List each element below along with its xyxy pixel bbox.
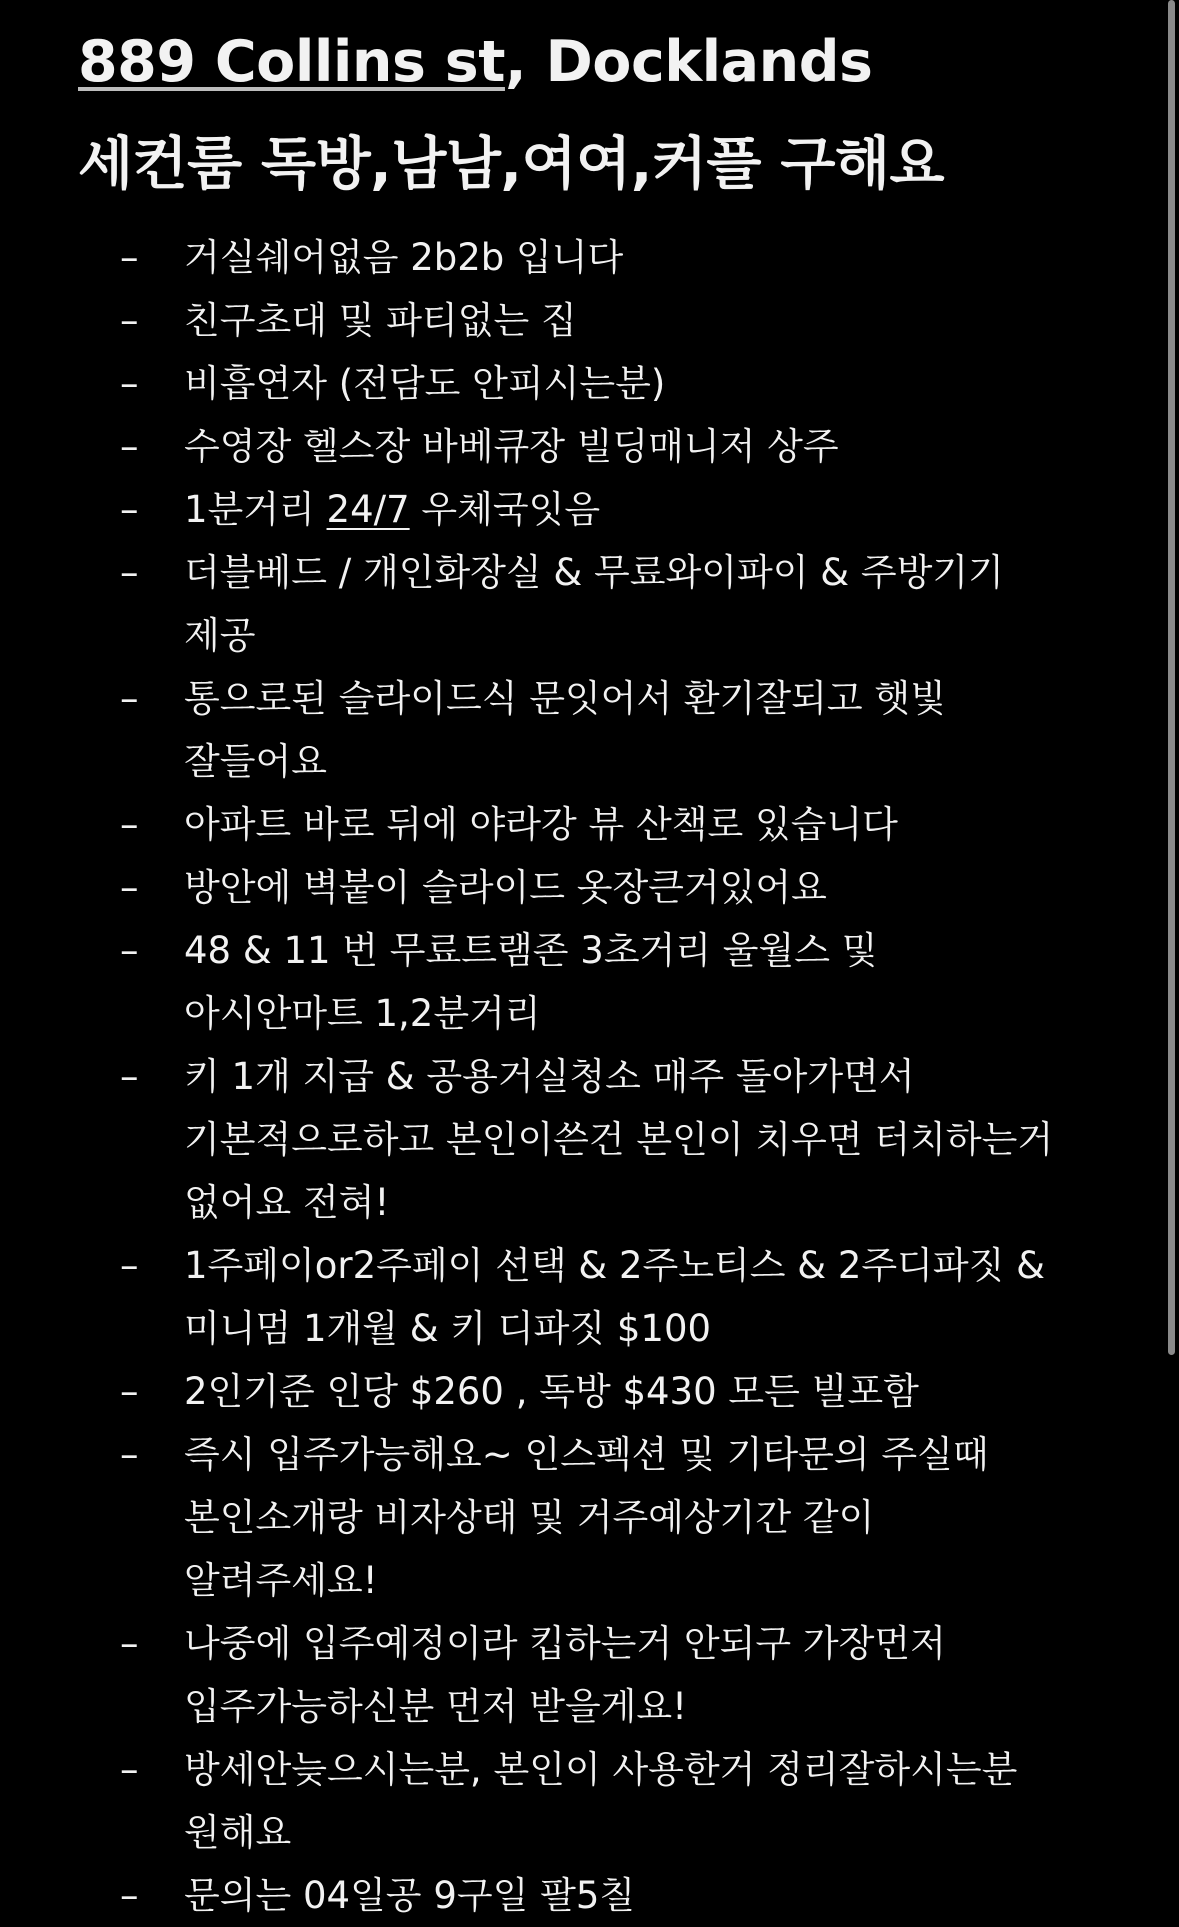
bullet-dash: – (120, 1748, 139, 1791)
bullet-dash: – (120, 1874, 139, 1917)
bullet-dash: – (120, 362, 139, 405)
bullet-dash: – (120, 1244, 139, 1287)
bullet-dash: – (120, 236, 139, 279)
item-text: 즉시 입주가능해요~ 인스펙션 및 기타문의 주실때 본인소개랑 비자상태 및 거주예상기간 같이 알려주세요! (184, 1433, 989, 1602)
list-item (78, 352, 1064, 415)
item-text: 통으로된 슬라이드식 문잇어서 환기잘되고 햇빛 잘들어요 (184, 677, 946, 783)
item-text: 친구초대 및 파티없는 집 (184, 299, 577, 342)
item-text: 나중에 입주예정이라 킵하는거 안되구 가장먼저 입주가능하신분 먼저 받을게요! (184, 1622, 946, 1728)
item-text: 아파트 바로 뒤에 야라강 뷰 산책로 있습니다 (184, 803, 898, 846)
page-title (78, 18, 1098, 208)
list-item (78, 1360, 1064, 1423)
item-text: 더블베드 / 개인화장실 & 무료와이파이 & 주방기기 제공 (184, 551, 1004, 657)
list-item (78, 1612, 1064, 1738)
list-item (78, 415, 1064, 478)
listing-details-list (78, 226, 1098, 1927)
bullet-dash: – (120, 929, 139, 972)
item-text: 거실쉐어없음 2b2b 입니다 (184, 236, 624, 279)
item-text: 48 & 11 번 무료트램존 3초거리 울월스 및 아시안마트 1,2분거리 (184, 929, 878, 1035)
list-item (78, 1234, 1064, 1360)
bullet-dash: – (120, 299, 139, 342)
item-text: 문의는 04일공 9구일 팔5칠 (184, 1874, 636, 1917)
list-item (78, 667, 1064, 793)
list-item (78, 478, 1064, 541)
list-item (78, 289, 1064, 352)
item-text-after: 우체국잇음 (409, 488, 601, 531)
list-item (78, 919, 1064, 1045)
item-text: 방안에 벽붙이 슬라이드 옷장큰거있어요 (184, 866, 827, 909)
list-item (78, 1045, 1064, 1234)
list-item (78, 856, 1064, 919)
bullet-dash: – (120, 551, 139, 594)
list-item (78, 1423, 1064, 1612)
bullet-dash: – (120, 677, 139, 720)
list-item (78, 541, 1064, 667)
bullet-dash: – (120, 488, 139, 531)
hours-link[interactable]: 24/7 (326, 488, 410, 531)
item-text: 1주페이or2주페이 선택 & 2주노티스 & 2주디파짓 & 미니멈 1개월 & 키 디파짓 $100 (184, 1244, 1046, 1350)
bullet-dash: – (120, 866, 139, 909)
list-item (78, 1864, 1064, 1927)
vertical-scrollbar[interactable] (1168, 0, 1175, 1355)
title-suburb: , Docklands (504, 29, 873, 95)
title-subtitle: 세컨룸 독방,남남,여여,커플 구해요 (78, 131, 945, 197)
bullet-dash: – (120, 1433, 139, 1476)
list-item (78, 793, 1064, 856)
bullet-dash: – (120, 1055, 139, 1098)
item-text-before: 1분거리 (184, 488, 327, 531)
item-text: 키 1개 지급 & 공용거실청소 매주 돌아가면서 기본적으로하고 본인이쓴건 본인이 치우면 터치하는거 없어요 전혀! (184, 1055, 1054, 1224)
bullet-dash: – (120, 803, 139, 846)
bullet-dash: – (120, 1370, 139, 1413)
item-text: 2인기준 인당 $260 , 독방 $430 모든 빌포함 (184, 1370, 919, 1413)
address-link[interactable]: 889 Collins st (78, 29, 505, 95)
item-text: 방세안늦으시는분, 본인이 사용한거 정리잘하시는분 원해요 (184, 1748, 1018, 1854)
bullet-dash: – (120, 1622, 139, 1665)
list-item (78, 226, 1064, 289)
item-text: 수영장 헬스장 바베큐장 빌딩매니저 상주 (184, 425, 839, 468)
item-text: 비흡연자 (전담도 안피시는분) (184, 362, 666, 405)
note-page (78, 18, 1098, 1927)
bullet-dash: – (120, 425, 139, 468)
list-item (78, 1738, 1064, 1864)
